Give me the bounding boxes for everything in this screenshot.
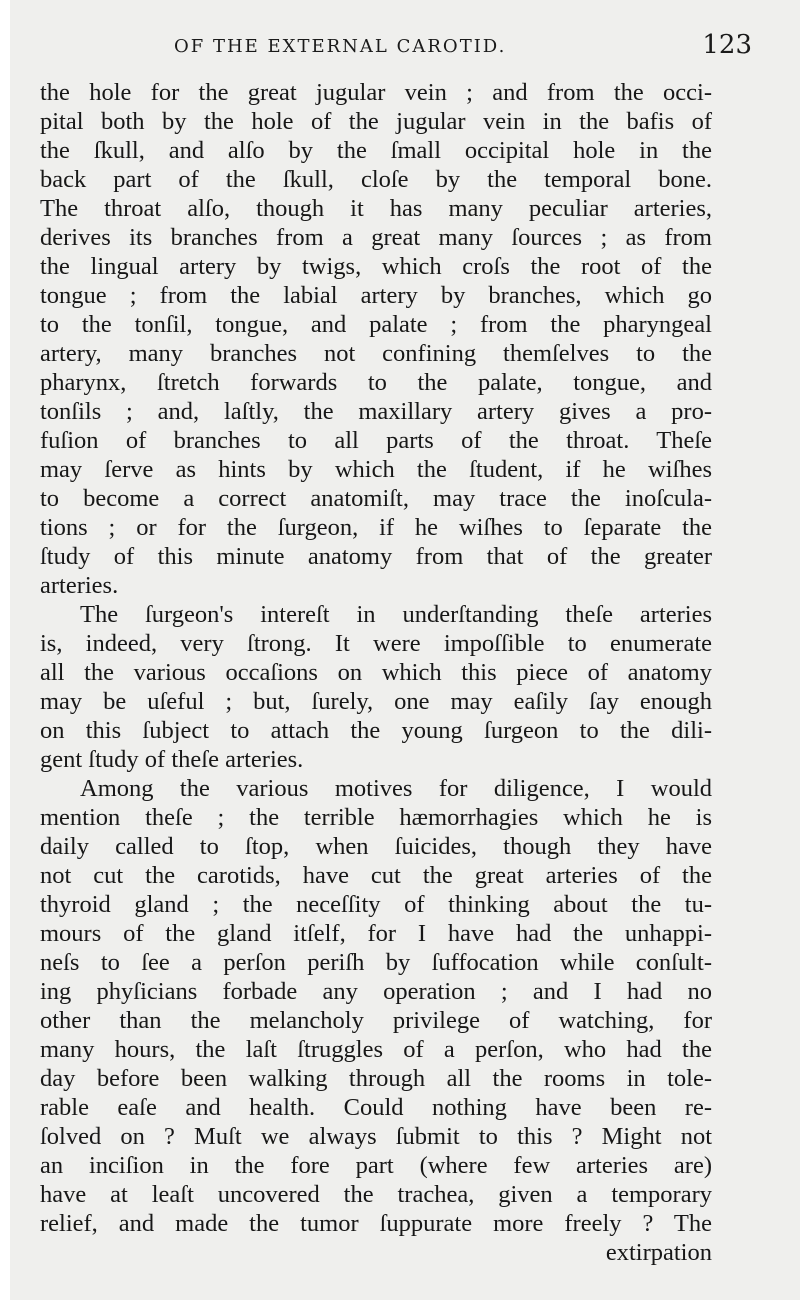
text-line: derives its branches from a great many ſources ; as from xyxy=(40,224,712,251)
text-line: the ſkull, and alſo by the ſmall occipital hole in the xyxy=(40,137,712,164)
text-line: on this ſubject to attach the young ſurgeon to the dili- xyxy=(40,717,712,744)
catchword: extirpation xyxy=(605,1239,712,1266)
text-line: all the various occaſions on which this piece of anatomy xyxy=(40,659,712,686)
text-line: The throat alſo, though it has many peculiar arteries, xyxy=(40,195,712,222)
text-line: fuſion of branches to all parts of the throat. Theſe xyxy=(40,427,712,454)
text-line: rable eaſe and health. Could nothing have been re- xyxy=(40,1094,712,1121)
text-line: Among the various motives for diligence, I would xyxy=(80,775,712,802)
text-line: pharynx, ſtretch forwards to the palate, tongue, and xyxy=(40,369,712,396)
text-line: artery, many branches not confining themſelves to the xyxy=(40,340,712,367)
paragraph xyxy=(40,600,712,774)
text-line: to become a correct anatomiſt, may trace the inoſcula- xyxy=(40,485,712,512)
text-line: mention theſe ; the terrible hæmorrhagies which he is xyxy=(40,804,712,831)
text-line: The ſurgeon's intereſt in underſtanding theſe arteries xyxy=(80,601,712,628)
text-line: is, indeed, very ſtrong. It were impoſſible to enumerate xyxy=(40,630,712,657)
text-line: not cut the carotids, have cut the great arteries of the xyxy=(40,862,712,889)
text-line: tongue ; from the labial artery by branches, which go xyxy=(40,282,712,309)
paragraph xyxy=(40,78,712,600)
text-line: to the tonſil, tongue, and palate ; from the pharyngeal xyxy=(40,311,712,338)
text-line: ſtudy of this minute anatomy from that of the greater xyxy=(40,543,712,570)
text-line: thyroid gland ; the neceſſity of thinking about the tu- xyxy=(40,891,712,918)
text-line: have at leaſt uncovered the trachea, given a temporary xyxy=(40,1181,712,1208)
text-line: daily called to ſtop, when ſuicides, though they have xyxy=(40,833,712,860)
text-line: relief, and made the tumor ſuppurate more freely ? The xyxy=(40,1210,712,1237)
text-line: the hole for the great jugular vein ; and from the occi- xyxy=(40,79,712,106)
paragraph xyxy=(40,774,712,1238)
text-line: back part of the ſkull, cloſe by the temporal bone. xyxy=(40,166,712,193)
text-line: arteries. xyxy=(40,572,119,599)
text-line: day before been walking through all the rooms in tole- xyxy=(40,1065,712,1092)
text-line: tions ; or for the ſurgeon, if he wiſhes to ſeparate the xyxy=(40,514,712,541)
text-line: may ſerve as hints by which the ſtudent, if he wiſhes xyxy=(40,456,712,483)
text-line: pital both by the hole of the jugular vein in the bafis of xyxy=(40,108,712,135)
text-line: ſolved on ? Muſt we always ſubmit to this ? Might not xyxy=(40,1123,712,1150)
text-line: gent ſtudy of theſe arteries. xyxy=(40,746,304,773)
text-line: mours of the gland itſelf, for I have had the unhappi- xyxy=(40,920,712,947)
text-line: neſs to ſee a perſon periſh by ſuffocation while conſult- xyxy=(40,949,712,976)
text-line: other than the melancholy privilege of watching, for xyxy=(40,1007,712,1034)
running-title: OF THE EXTERNAL CAROTID. xyxy=(174,36,507,57)
text-line: tonſils ; and, laſtly, the maxillary artery gives a pro- xyxy=(40,398,712,425)
text-line: many hours, the laſt ſtruggles of a perſon, who had the xyxy=(40,1036,712,1063)
text-line: ing phyſicians forbade any operation ; and I had no xyxy=(40,978,712,1005)
page-number: 123 xyxy=(702,30,752,60)
page-header xyxy=(40,30,752,66)
text-line: may be uſeful ; but, ſurely, one may eaſily ſay enough xyxy=(40,688,712,715)
text-line: an inciſion in the fore part (where few arteries are) xyxy=(40,1152,712,1179)
body-text xyxy=(40,78,712,1267)
text-line: the lingual artery by twigs, which croſs the root of the xyxy=(40,253,712,280)
